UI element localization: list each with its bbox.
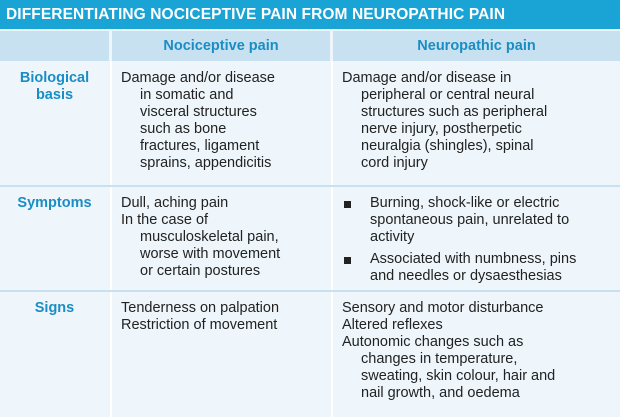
symptoms-neuropathic-bullet-1 — [370, 195, 569, 246]
cell-line: Restriction of movement — [121, 317, 278, 333]
cell-line: spontaneous pain, unrelated to — [370, 212, 570, 228]
cell-line: nerve injury, postherpetic — [361, 121, 522, 137]
header-empty — [0, 31, 109, 61]
bullet-icon — [344, 201, 351, 208]
row-label-line: Symptoms — [17, 195, 92, 211]
cell-line: visceral structures — [140, 104, 257, 120]
cell-line: Tenderness on palpation — [121, 300, 280, 316]
header-nociceptive: Nociceptive pain — [112, 31, 330, 61]
cell-line: such as bone — [140, 121, 227, 137]
cell-line: and needles or dysaesthesias — [370, 268, 562, 284]
cell-line: Sensory and motor disturbance — [342, 300, 544, 316]
cell-line: Damage and/or disease — [121, 70, 275, 86]
cell-line: Autonomic changes such as — [342, 334, 524, 350]
row-label-line: basis — [35, 87, 74, 103]
header-row — [0, 31, 620, 61]
table-title: DIFFERENTIATING NOCICEPTIVE PAIN FROM NEUROPATHIC PAIN — [0, 0, 620, 29]
cell-line: musculoskeletal pain, — [140, 229, 279, 245]
cell-line: worse with movement — [140, 246, 281, 262]
cell-line: Burning, shock-like or electric — [370, 195, 560, 211]
cell-line: changes in temperature, — [361, 351, 518, 367]
cell-line: cord injury — [361, 155, 428, 171]
row-label-line: Signs — [34, 300, 75, 316]
row-divider — [0, 185, 620, 187]
cell-line: in somatic and — [140, 87, 234, 103]
column-divider — [331, 61, 333, 417]
signs-neuropathic-cell — [342, 300, 555, 402]
row-label-symptoms — [0, 195, 109, 212]
biological-nociceptive-cell — [121, 70, 275, 172]
row-label-line: Biological — [19, 70, 90, 86]
cell-line: sweating, skin colour, hair and — [361, 368, 556, 384]
cell-line: activity — [370, 229, 415, 245]
cell-line: In the case of — [121, 212, 209, 228]
cell-line: fractures, ligament — [140, 138, 260, 154]
row-label-biological-basis — [0, 70, 109, 104]
bullet-icon — [344, 257, 351, 264]
cell-line: sprains, appendicitis — [140, 155, 272, 171]
cell-line: Associated with numbness, pins — [370, 251, 577, 267]
cell-line: nail growth, and oedema — [361, 385, 520, 401]
column-divider — [110, 61, 112, 417]
header-neuropathic: Neuropathic pain — [333, 31, 620, 61]
biological-neuropathic-cell — [342, 70, 547, 172]
symptoms-neuropathic-bullet-2 — [370, 251, 576, 285]
cell-line: or certain postures — [140, 263, 261, 279]
cell-line: Dull, aching pain — [121, 195, 229, 211]
cell-line: Damage and/or disease in — [342, 70, 512, 86]
cell-line: structures such as peripheral — [361, 104, 548, 120]
row-label-signs — [0, 300, 109, 317]
symptoms-nociceptive-cell — [121, 195, 280, 280]
cell-line: Altered reflexes — [342, 317, 443, 333]
cell-line: neuralgia (shingles), spinal — [361, 138, 534, 154]
row-divider — [0, 290, 620, 292]
cell-line: peripheral or central neural — [361, 87, 535, 103]
signs-nociceptive-cell — [121, 300, 279, 334]
